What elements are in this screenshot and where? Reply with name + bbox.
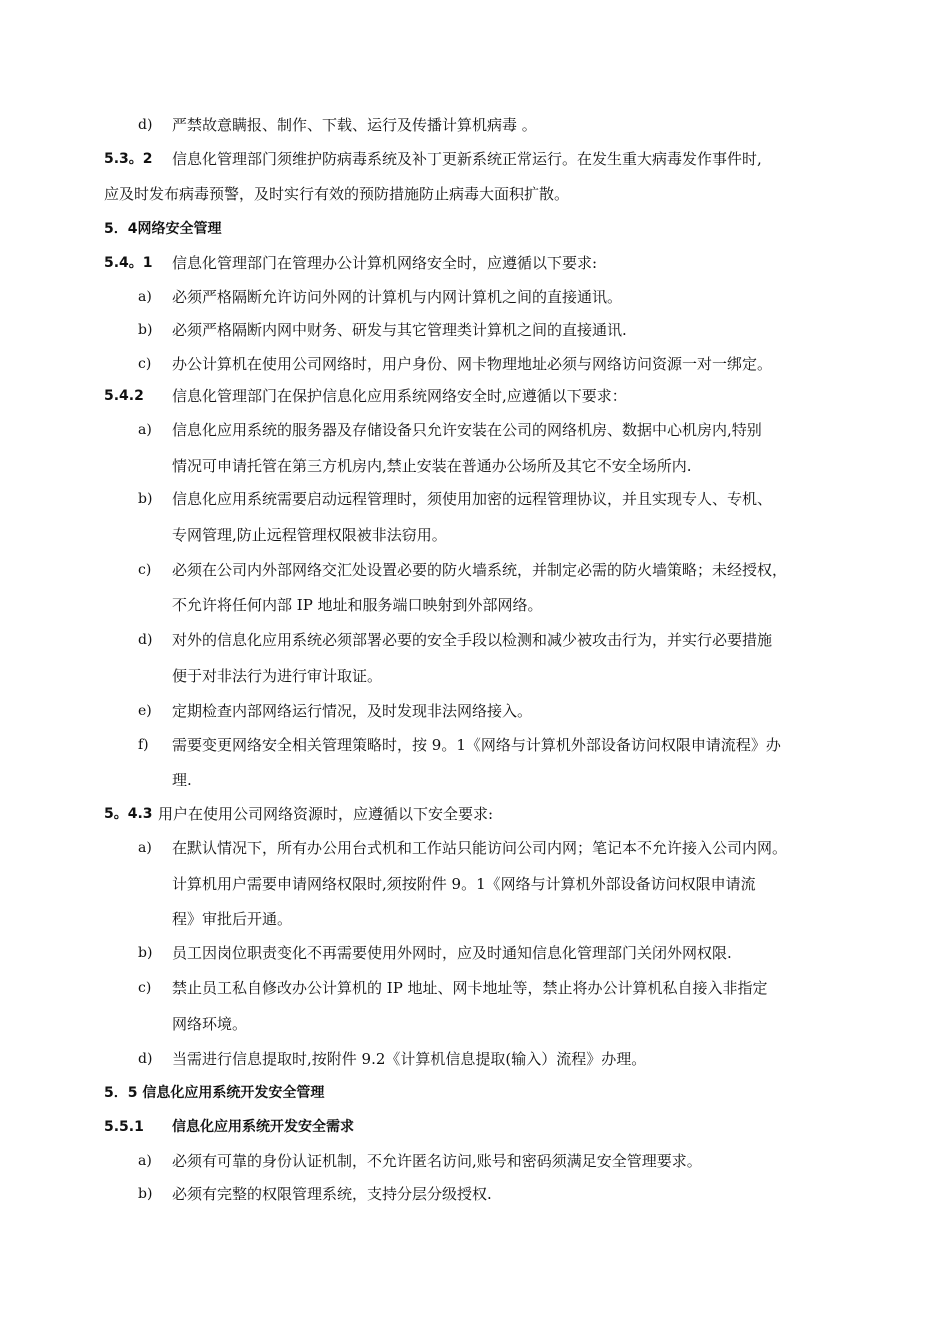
list-item-text: 员工因岗位职责变化不再需要使用外网时，应及时通知信息化管理部门关闭外网权限.: [172, 944, 732, 962]
list-item-text: 办公计算机在使用公司网络时，用户身份、网卡物理地址必须与网络访问资源一对一绑定。: [172, 355, 773, 373]
list-item-text: 网络环境。: [172, 1015, 248, 1033]
list-marker: b): [138, 945, 153, 961]
list-item-text: 严禁故意瞒报、制作、下载、运行及传播计算机病毒 。: [172, 116, 537, 134]
list-marker: e): [138, 703, 152, 719]
section-number: 5.5.1: [104, 1119, 144, 1135]
list-item-text: 必须在公司内外部网络交汇处设置必要的防火墙系统，并制定必需的防火墙策略；未经授权，: [172, 561, 788, 579]
list-item-text: 专网管理,防止远程管理权限被非法窃用。: [172, 526, 447, 544]
list-marker: a): [138, 289, 152, 305]
section-heading: 5．5 信息化应用系统开发安全管理: [104, 1085, 325, 1101]
section-number: 5。4.3: [104, 806, 153, 822]
list-marker: c): [138, 562, 152, 578]
subsection-heading: 信息化应用系统开发安全需求: [172, 1119, 354, 1135]
list-item-text: 不允许将任何内部 IP 地址和服务端口映射到外部网络。: [172, 596, 543, 614]
section-number: 5.3。2: [104, 151, 153, 167]
list-marker: d): [138, 632, 153, 648]
paragraph-text: 信息化管理部门须维护防病毒系统及补丁更新系统正常运行。在发生重大病毒发作事件时,: [172, 150, 762, 168]
list-item-text: 必须严格隔断内网中财务、研发与其它管理类计算机之间的直接通讯.: [172, 321, 627, 339]
list-marker: a): [138, 422, 152, 438]
section-heading: 5．4网络安全管理: [104, 221, 222, 237]
list-item-text: 必须有可靠的身份认证机制，不允许匿名访问,账号和密码须满足安全管理要求。: [172, 1152, 702, 1170]
list-marker: b): [138, 322, 153, 338]
list-marker: f): [138, 737, 149, 753]
list-marker: b): [138, 1186, 153, 1202]
paragraph-text: 信息化管理部门在管理办公计算机网络安全时，应遵循以下要求:: [172, 254, 598, 272]
list-item-text: 信息化应用系统的服务器及存储设备只允许安装在公司的网络机房、数据中心机房内,特别: [172, 421, 762, 439]
list-marker: d): [138, 1051, 153, 1067]
list-item-text: 当需进行信息提取时,按附件 9.2《计算机信息提取(输入）流程》办理。: [172, 1050, 647, 1068]
section-number: 5.4.2: [104, 388, 144, 404]
list-item-text: 程》审批后开通。: [172, 910, 293, 928]
list-marker: b): [138, 491, 153, 507]
list-item-text: 对外的信息化应用系统必须部署必要的安全手段以检测和减少被攻击行为，并实行必要措施: [172, 631, 773, 649]
list-marker: a): [138, 1153, 152, 1169]
paragraph-text: 应及时发布病毒预警，及时实行有效的预防措施防止病毒大面积扩散。: [104, 185, 570, 203]
list-item-text: 计算机用户需要申请网络权限时,须按附件 9。1《网络与计算机外部设备访问权限申请流: [172, 875, 756, 893]
list-item-text: 在默认情况下，所有办公用台式机和工作站只能访问公司内网；笔记本不允许接入公司内网。: [172, 839, 788, 857]
list-item-text: 禁止员工私自修改办公计算机的 IP 地址、网卡地址等，禁止将办公计算机私自接入非指定: [172, 979, 768, 997]
section-number: 5.4。1: [104, 255, 153, 271]
paragraph-text: 信息化管理部门在保护信息化应用系统网络安全时,应遵循以下要求：: [172, 387, 627, 405]
list-item-text: 定期检查内部网络运行情况，及时发现非法网络接入。: [172, 702, 533, 720]
list-marker: c): [138, 980, 152, 996]
list-item-text: 需要变更网络安全相关管理策略时，按 9。1《网络与计算机外部设备访问权限申请流程》办: [172, 736, 781, 754]
list-marker: a): [138, 840, 152, 856]
list-item-text: 必须严格隔断允许访问外网的计算机与内网计算机之间的直接通讯。: [172, 288, 623, 306]
list-marker: d): [138, 117, 153, 133]
list-item-text: 便于对非法行为进行审计取证。: [172, 667, 383, 685]
list-item-text: 信息化应用系统需要启动远程管理时，须使用加密的远程管理协议，并且实现专人、专机、: [172, 490, 773, 508]
paragraph-text: 用户在使用公司网络资源时，应遵循以下安全要求:: [158, 805, 494, 823]
list-item-text: 理.: [172, 771, 192, 789]
list-item-text: 必须有完整的权限管理系统，支持分层分级授权.: [172, 1185, 492, 1203]
list-item-text: 情况可申请托管在第三方机房内,禁止安装在普通办公场所及其它不安全场所内.: [172, 457, 692, 475]
list-marker: c): [138, 356, 152, 372]
